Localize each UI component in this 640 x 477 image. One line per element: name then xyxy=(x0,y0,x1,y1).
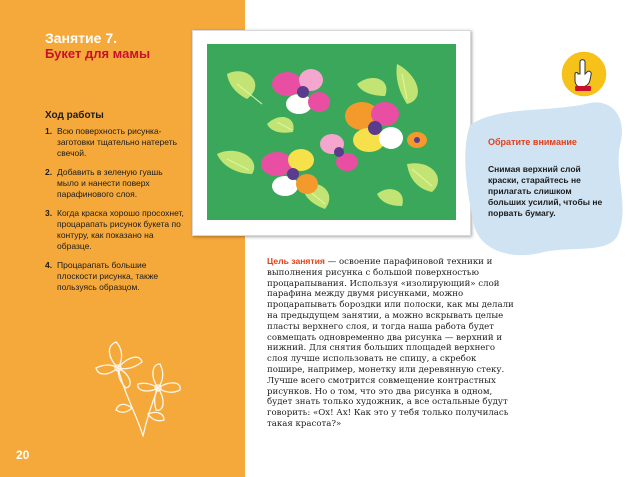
page-number: 20 xyxy=(16,448,30,462)
step-text: Когда краска хорошо просохнет, процарапать рисунок букета по контуру, как показано на образце. xyxy=(57,208,184,251)
note-text: Снимая верхний слой краски, старайтесь не прилагать слишком больших усилий, чтобы не порвать бумагу. xyxy=(488,164,603,218)
lesson-goal-paragraph xyxy=(267,256,515,430)
step-item xyxy=(45,260,185,293)
step-text: Всю поверхность рисунка-заготовки тщательно натереть свечой. xyxy=(57,126,178,158)
goal-text: — освоение парафиновой техники и выполнения рисунка с большой поверхностью процарапывания. Используя «изолирующий» слой парафина между двумя рисунками, можно процарапывать бороздки или полоски, как мы делали на предыдущем занятии, а можно вскрывать целые пласты верхнего слоя, и тогда наша работа будет совмещать одновременно два рисунка — верхний и нижний. Для снятия больших площадей верхнего слоя лучше использовать не спицу, а скребок пошире, например, монетку или деревянную стеку. Лучше всего смотрится совмещение контрастных рисунков. Но о том, что это два рисунка в одном, будет знать только художник, а все остальные будут говорить: «Ох! Ах! Как это у тебя только получилась такая красота?» xyxy=(267,257,514,429)
steps-list xyxy=(45,126,185,301)
note-heading: Обратите внимание xyxy=(488,137,577,147)
step-item xyxy=(45,126,185,159)
step-item xyxy=(45,208,185,252)
step-item xyxy=(45,167,185,200)
flower-bouquet-artwork xyxy=(207,44,456,220)
lesson-subtitle: Букет для мамы xyxy=(45,46,151,61)
step-number: 4. xyxy=(45,260,53,270)
goal-label: Цель занятия xyxy=(267,256,325,266)
steps-heading: Ход работы xyxy=(45,110,104,121)
step-text: Процарапать большие плоскости рисунка, также пользуясь образцом. xyxy=(57,260,159,292)
artwork-photo-frame xyxy=(192,30,471,236)
step-number: 3. xyxy=(45,208,53,218)
raised-finger-icon xyxy=(560,50,608,98)
step-number: 1. xyxy=(45,126,53,136)
step-number: 2. xyxy=(45,167,53,177)
flower-sketch xyxy=(88,318,198,438)
step-text: Добавить в зеленую гуашь мыло и нанести поверх парафинового слоя. xyxy=(57,167,163,199)
lesson-title: Занятие 7. xyxy=(45,30,117,46)
